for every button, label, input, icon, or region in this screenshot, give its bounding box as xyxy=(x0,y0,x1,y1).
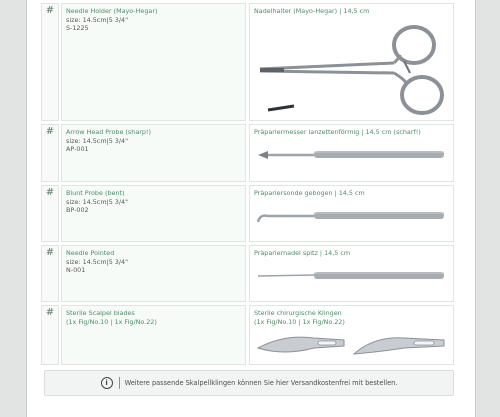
row-anchor[interactable]: # xyxy=(41,245,59,302)
product-row xyxy=(41,124,455,182)
product-row xyxy=(41,245,455,302)
row-anchor[interactable]: # xyxy=(41,185,59,242)
german-description xyxy=(249,185,454,242)
german-description xyxy=(249,305,454,365)
german-title: Präpariermesser lanzettenförmig | 14,5 cm (scharf!) xyxy=(254,128,421,136)
product-name: Arrow Head Probe (sharp!) xyxy=(66,128,151,136)
german-description xyxy=(249,124,454,182)
product-row xyxy=(41,185,455,242)
product-size: (1x Fig/No.10 | 1x Fig/No.22) xyxy=(66,317,157,326)
bent-probe-icon xyxy=(254,204,449,228)
german-title: Sterile chirurgische Klingen xyxy=(254,309,342,317)
info-icon: i xyxy=(101,377,113,389)
german-subtitle: (1x Fig/No.10 | 1x Fig/No.22) xyxy=(254,317,345,326)
german-description xyxy=(249,245,454,302)
needle-holder-icon xyxy=(254,17,449,117)
german-title: Präpariersonde gebogen | 14,5 cm xyxy=(254,189,365,197)
needle-icon xyxy=(254,266,449,286)
product-size: size: 14.5cm|5 3/4" xyxy=(66,15,129,24)
product-name: Needle Pointed xyxy=(66,249,115,257)
german-description xyxy=(249,3,454,121)
scalpel-blades-icon xyxy=(254,330,449,362)
product-name: Needle Holder (Mayo-Hegar) xyxy=(66,7,158,15)
product-row xyxy=(41,305,455,365)
product-code: S-1225 xyxy=(66,24,89,32)
row-anchor[interactable]: # xyxy=(41,124,59,182)
english-description xyxy=(61,305,246,365)
divider xyxy=(119,377,120,389)
german-title: Nadelhalter (Mayo-Hegar) | 14,5 cm xyxy=(254,7,370,15)
arrow-probe-icon xyxy=(254,145,449,165)
product-size: size: 14.5cm|5 3/4" xyxy=(66,257,129,266)
product-code: N-001 xyxy=(66,266,86,274)
product-name: Blunt Probe (bent) xyxy=(66,189,125,197)
english-description xyxy=(61,3,246,121)
english-description xyxy=(61,245,246,302)
product-code: AP-001 xyxy=(66,145,89,153)
product-code: BP-002 xyxy=(66,206,89,214)
notice-text: Weitere passende Skalpellklingen können Sie hier Versandkostenfrei mit bestellen. xyxy=(124,379,398,387)
german-title: Präpariernadel spitz | 14,5 cm xyxy=(254,249,351,257)
row-anchor[interactable]: # xyxy=(41,305,59,365)
row-anchor[interactable]: # xyxy=(41,3,59,121)
english-description xyxy=(61,185,246,242)
product-row xyxy=(41,3,455,121)
english-description xyxy=(61,124,246,182)
product-size: size: 14.5cm|5 3/4" xyxy=(66,197,129,206)
product-size: size: 14.5cm|5 3/4" xyxy=(66,136,129,145)
info-notice xyxy=(44,370,454,396)
product-name: Sterile Scalpel blades xyxy=(66,309,135,317)
